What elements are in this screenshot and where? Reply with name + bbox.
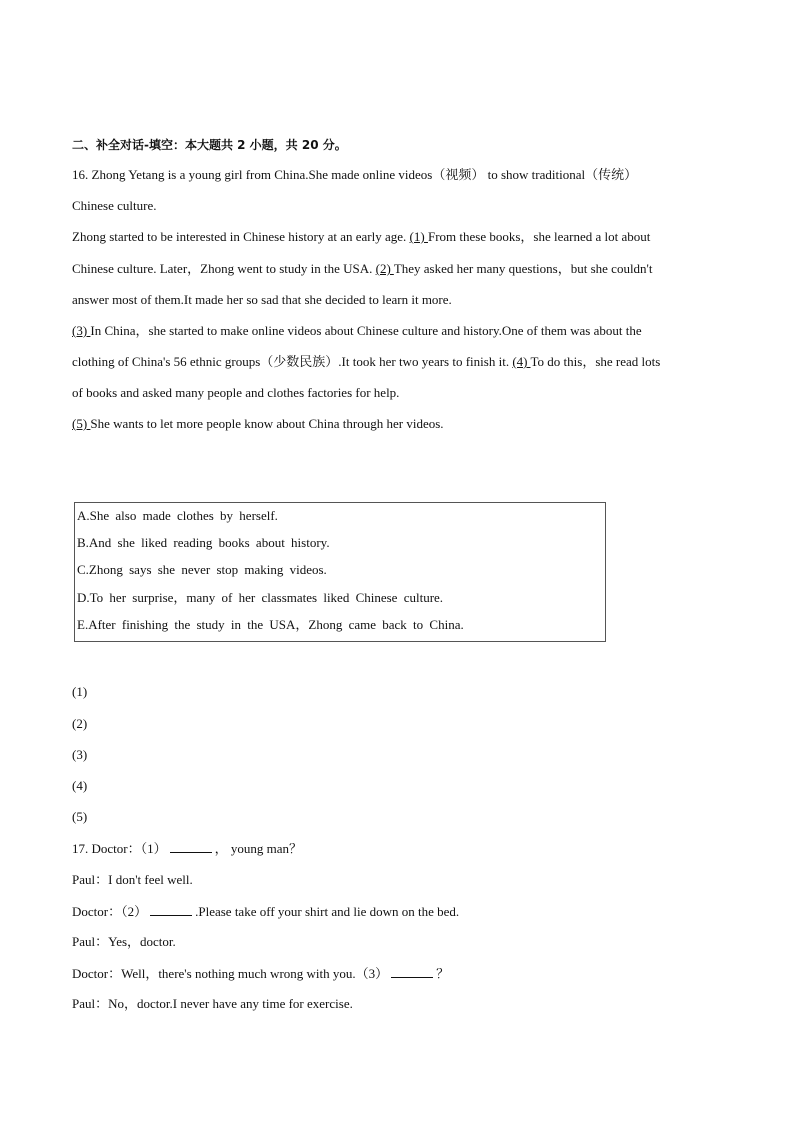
dialogue-text: ？ (436, 966, 450, 981)
q17-dialogue-line-3 (72, 903, 459, 920)
fill-blank-3[interactable] (391, 965, 433, 978)
passage-text: She wants to let more people know about China through her videos. (90, 416, 444, 431)
option-c: C.Zhong says she never stop making videos. (77, 562, 327, 577)
q16-passage-line-7 (72, 354, 660, 370)
q17-dialogue-line-1 (72, 840, 302, 857)
option-b: B.And she liked reading books about history. (77, 535, 330, 550)
blank-ref-4: (4) (512, 354, 531, 369)
dialogue-text: .Please take off your shirt and lie down on the bed. (195, 904, 460, 919)
q16-passage-line-3 (72, 229, 650, 245)
passage-text: To do this，she read lots (530, 354, 661, 369)
option-d: D.To her surprise，many of her classmates liked Chinese culture. (77, 590, 444, 605)
answer-slot-4[interactable]: (4) (72, 778, 88, 793)
fill-blank-1[interactable] (170, 840, 212, 853)
blank-ref-3: (3) (72, 323, 91, 338)
q17-dialogue-line-2: Paul：I don't feel well. (72, 872, 193, 887)
passage-text: Zhong started to be interested in Chinese history at an early age. (72, 229, 410, 244)
answer-slot-2[interactable]: (2) (72, 716, 88, 731)
q17-dialogue-line-6: Paul：No，doctor.I never have any time for exercise. (72, 996, 353, 1011)
answer-slot-3[interactable]: (3) (72, 747, 88, 762)
dialogue-text: ， young man？ (214, 841, 302, 856)
dialogue-text: 17. Doctor：（1） (72, 841, 167, 856)
dialogue-text: Doctor：Well，there's nothing much wrong with you.（3） (72, 966, 389, 981)
q16-passage-line-4 (72, 261, 653, 277)
dialogue-text: Doctor：（2） (72, 904, 148, 919)
q17-dialogue-line-5 (72, 965, 449, 982)
q16-passage-line-5: answer most of them.It made her so sad that she decided to learn it more. (72, 292, 452, 307)
options-box (74, 502, 606, 642)
answer-slot-5[interactable]: (5) (72, 809, 88, 824)
blank-ref-5: (5) (72, 416, 91, 431)
blank-ref-1: (1) (409, 229, 428, 244)
q16-passage-line-9 (72, 416, 444, 432)
option-a: A.She also made clothes by herself. (77, 508, 278, 523)
fill-blank-2[interactable] (150, 903, 192, 916)
q16-passage-line-8: of books and asked many people and clothes factories for help. (72, 385, 400, 400)
option-e: E.After finishing the study in the USA，Zhong came back to China. (77, 617, 464, 632)
passage-text: They asked her many questions，but she couldn't (393, 261, 653, 276)
q16-passage-line-1: 16. Zhong Yetang is a young girl from China.She made online videos（视频） to show traditional（传统） (72, 167, 638, 182)
answer-slot-1[interactable]: (1) (72, 684, 88, 699)
q17-dialogue-line-4: Paul：Yes，doctor. (72, 934, 176, 949)
q16-passage-line-2: Chinese culture. (72, 198, 157, 213)
blank-ref-2: (2) (375, 261, 394, 276)
passage-text: Chinese culture. Later，Zhong went to study in the USA. (72, 261, 376, 276)
passage-text: In China，she started to make online videos about Chinese culture and history.One of them was about the (90, 323, 642, 338)
passage-text: clothing of China's 56 ethnic groups（少数民族）.It took her two years to finish it. (72, 354, 513, 369)
q16-passage-line-6 (72, 323, 642, 339)
section-heading: 二、补全对话-填空：本大题共 2 小题，共 20 分。 (72, 138, 347, 152)
passage-text: From these books，she learned a lot about (427, 229, 651, 244)
